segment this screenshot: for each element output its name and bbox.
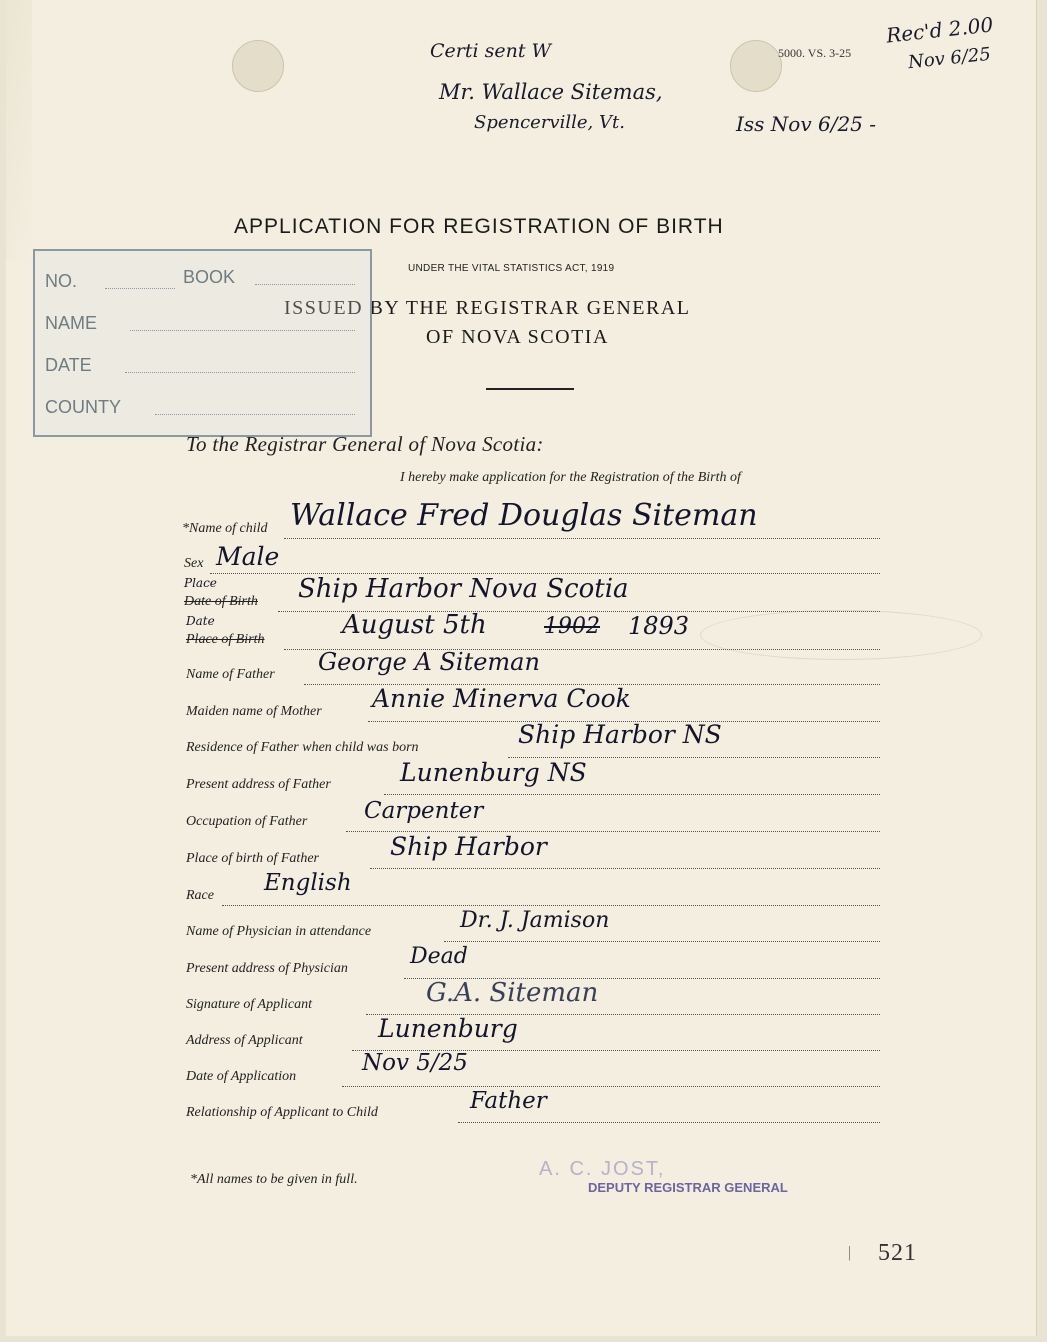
handwritten-certificate-note: Certi sent W <box>430 40 552 62</box>
form-subtitle: UNDER THE VITAL STATISTICS ACT, 1919 <box>408 263 615 274</box>
value-place-of-birth: Ship Harbor Nova Scotia <box>298 574 629 604</box>
stamp-book-label: BOOK <box>183 267 236 287</box>
label-place-of-birth-father: Place of birth of Father <box>186 851 319 866</box>
label-applicant-address: Address of Applicant <box>186 1033 303 1048</box>
line-physician <box>444 940 880 942</box>
value-relationship: Father <box>470 1088 547 1114</box>
erasure-smudge <box>700 610 982 660</box>
handwritten-received-amount: Rec'd 2.00 <box>885 12 995 48</box>
stamp-county-dots <box>155 413 355 415</box>
label-sex: Sex <box>184 556 204 571</box>
label-place-of-birth: Date of Birth <box>184 594 258 609</box>
value-name-of-father: George A Siteman <box>318 648 540 676</box>
handwritten-recipient-town: Spencerville, Vt. <box>474 112 625 133</box>
salutation: To the Registrar General of Nova Scotia: <box>186 432 544 456</box>
line-date-of-application <box>342 1085 880 1087</box>
footnote: *All names to be given in full. <box>190 1172 358 1187</box>
label-relationship: Relationship of Applicant to Child <box>186 1105 378 1120</box>
label-present-address-father: Present address of Father <box>186 777 331 792</box>
value-date-of-application: Nov 5/25 <box>362 1050 468 1076</box>
value-date-of-birth: August 5th <box>342 610 487 640</box>
value-applicant-address: Lunenburg <box>378 1014 518 1043</box>
value-physician: Dr. J. Jamison <box>460 908 610 933</box>
value-residence-father: Ship Harbor NS <box>518 720 722 749</box>
value-struck-year: 1902 <box>544 614 600 639</box>
line-race <box>222 904 880 906</box>
value-physician-address: Dead <box>410 944 468 969</box>
value-race: English <box>264 870 352 896</box>
label-maiden-name-mother: Maiden name of Mother <box>186 704 322 719</box>
label-date-of-birth: Place of Birth <box>186 632 265 647</box>
label-name-of-father: Name of Father <box>186 667 275 682</box>
label-residence-father: Residence of Father when child was born <box>186 740 419 755</box>
correction-place: Place <box>184 576 217 590</box>
stamp-no-label: NO. <box>45 271 78 291</box>
registration-stamp-box <box>33 249 372 437</box>
stamp-name-dots <box>130 329 355 331</box>
issued-by-line1: ISSUED BY THE REGISTRAR GENERAL <box>284 297 691 319</box>
form-code: 5000. VS. 3-25 <box>778 46 852 60</box>
stamp-county-label: COUNTY <box>45 397 121 417</box>
label-date-of-application: Date of Application <box>186 1069 297 1084</box>
stamp-book-dots <box>255 283 355 285</box>
value-birth-year: 1893 <box>628 612 690 640</box>
value-name-of-child: Wallace Fred Douglas Siteman <box>290 498 758 533</box>
line-place-of-birth-father <box>370 867 880 869</box>
paper-sheet <box>6 0 1037 1336</box>
value-sex: Male <box>216 542 280 571</box>
label-occupation-father: Occupation of Father <box>186 814 308 829</box>
value-signature: G.A. Siteman <box>426 978 599 1008</box>
value-occupation-father: Carpenter <box>364 798 484 824</box>
line-relationship <box>458 1121 880 1123</box>
handwritten-received-date: Nov 6/25 <box>907 43 992 74</box>
stamp-no-dots <box>105 287 175 289</box>
label-name-of-child: *Name of child <box>182 521 268 536</box>
stamp-date-dots <box>125 371 355 373</box>
handwritten-issued-date: Iss Nov 6/25 - <box>736 112 877 136</box>
label-physician-address: Present address of Physician <box>186 961 348 976</box>
handwritten-recipient-name: Mr. Wallace Sitemas, <box>439 80 663 104</box>
title-divider <box>486 388 574 390</box>
punch-hole-right <box>730 40 782 92</box>
tick-mark: | <box>848 1244 852 1261</box>
value-present-address-father: Lunenburg NS <box>400 758 587 787</box>
issued-by-line2: OF NOVA SCOTIA <box>426 326 609 348</box>
stamp-name-label: NAME <box>45 313 98 333</box>
label-race: Race <box>186 888 214 903</box>
stamp-date-label: DATE <box>45 355 92 375</box>
line-present-address-father <box>384 793 880 795</box>
label-signature: Signature of Applicant <box>186 997 312 1012</box>
punch-hole-left <box>232 40 284 92</box>
value-maiden-name-mother: Annie Minerva Cook <box>372 684 631 713</box>
document-number: 521 <box>878 1240 917 1266</box>
registrar-stamp-title: DEPUTY REGISTRAR GENERAL <box>588 1180 788 1195</box>
correction-date: Date <box>186 614 215 628</box>
registrar-stamp-name: A. C. JOST, <box>539 1158 666 1180</box>
value-place-of-birth-father: Ship Harbor <box>390 832 547 861</box>
label-physician: Name of Physician in attendance <box>186 924 372 939</box>
intro-text: I hereby make application for the Registration of the Birth of <box>400 470 741 485</box>
paper-fold-shadow <box>6 0 32 260</box>
line-name-of-child <box>284 537 880 539</box>
form-title: APPLICATION FOR REGISTRATION OF BIRTH <box>234 215 724 238</box>
